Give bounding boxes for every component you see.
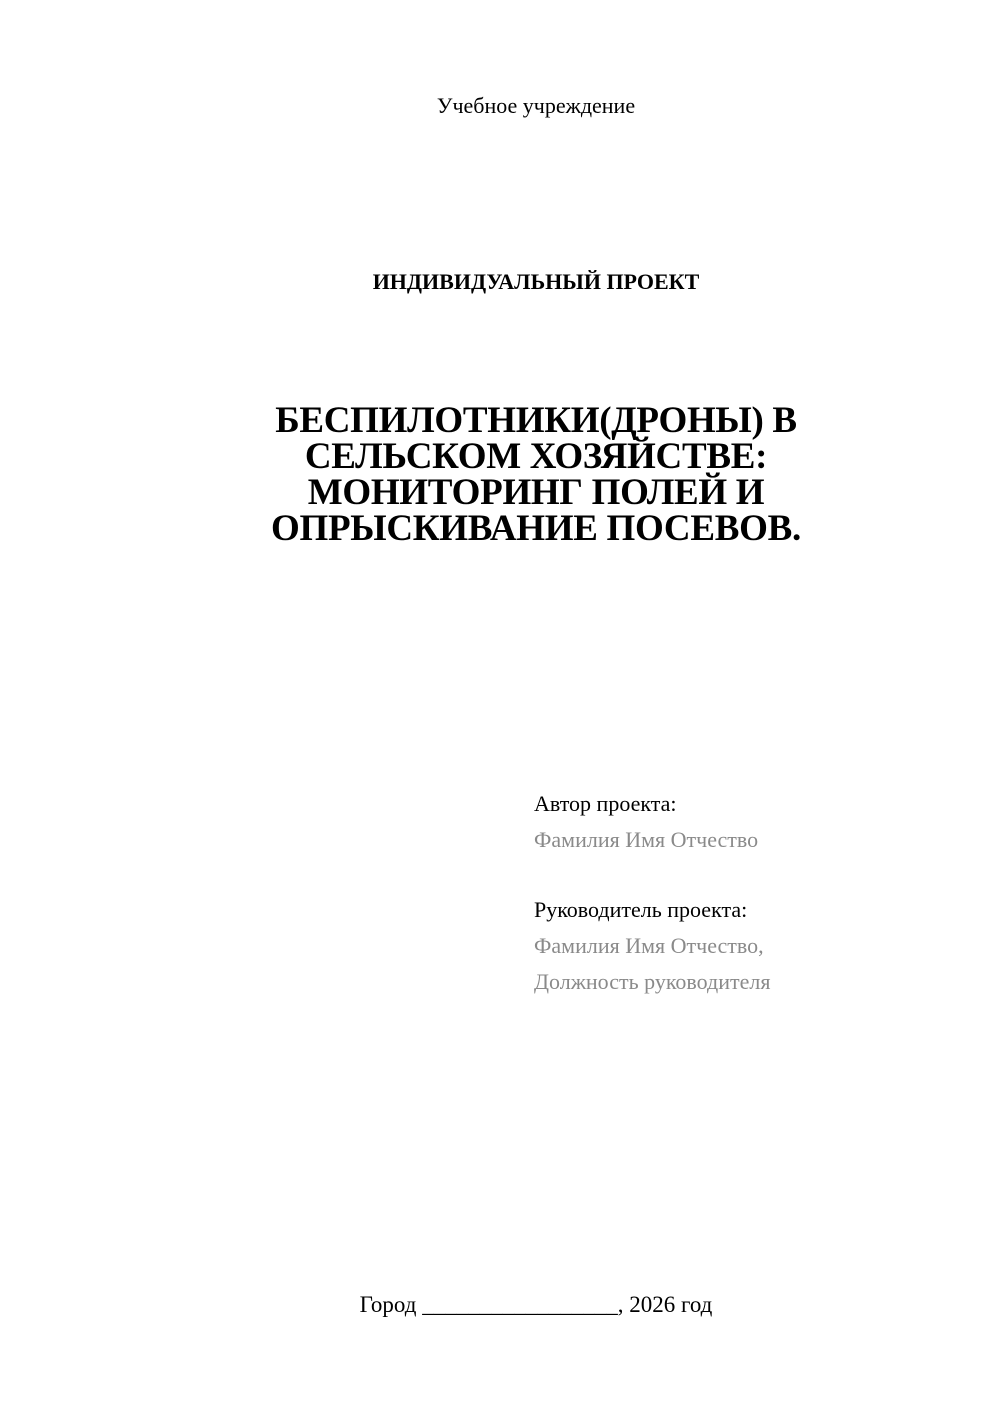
supervisor-block	[534, 892, 974, 1000]
author-block	[534, 786, 974, 858]
project-title	[236, 400, 836, 549]
project-title-line: МОНИТОРИНГ ПОЛЕЙ И	[307, 472, 765, 513]
author-label: Автор проекта:	[534, 791, 677, 816]
author-name: Фамилия Имя Отчество	[534, 827, 759, 852]
document-type: ИНДИВИДУАЛЬНЫЙ ПРОЕКТ	[372, 269, 700, 294]
project-title-line: БЕСПИЛОТНИКИ(ДРОНЫ) В	[275, 400, 797, 441]
city-year-line: Город _________________, 2026 год	[359, 1292, 713, 1317]
project-title-line: ОПРЫСКИВАНИЕ ПОСЕВОВ.	[271, 508, 801, 549]
institution-name: Учебное учреждение	[436, 93, 636, 118]
supervisor-name: Фамилия Имя Отчество,	[534, 933, 764, 958]
project-title-line: СЕЛЬСКОМ ХОЗЯЙСТВЕ:	[304, 436, 768, 477]
supervisor-label: Руководитель проекта:	[534, 897, 748, 922]
supervisor-position: Должность руководителя	[534, 969, 771, 994]
